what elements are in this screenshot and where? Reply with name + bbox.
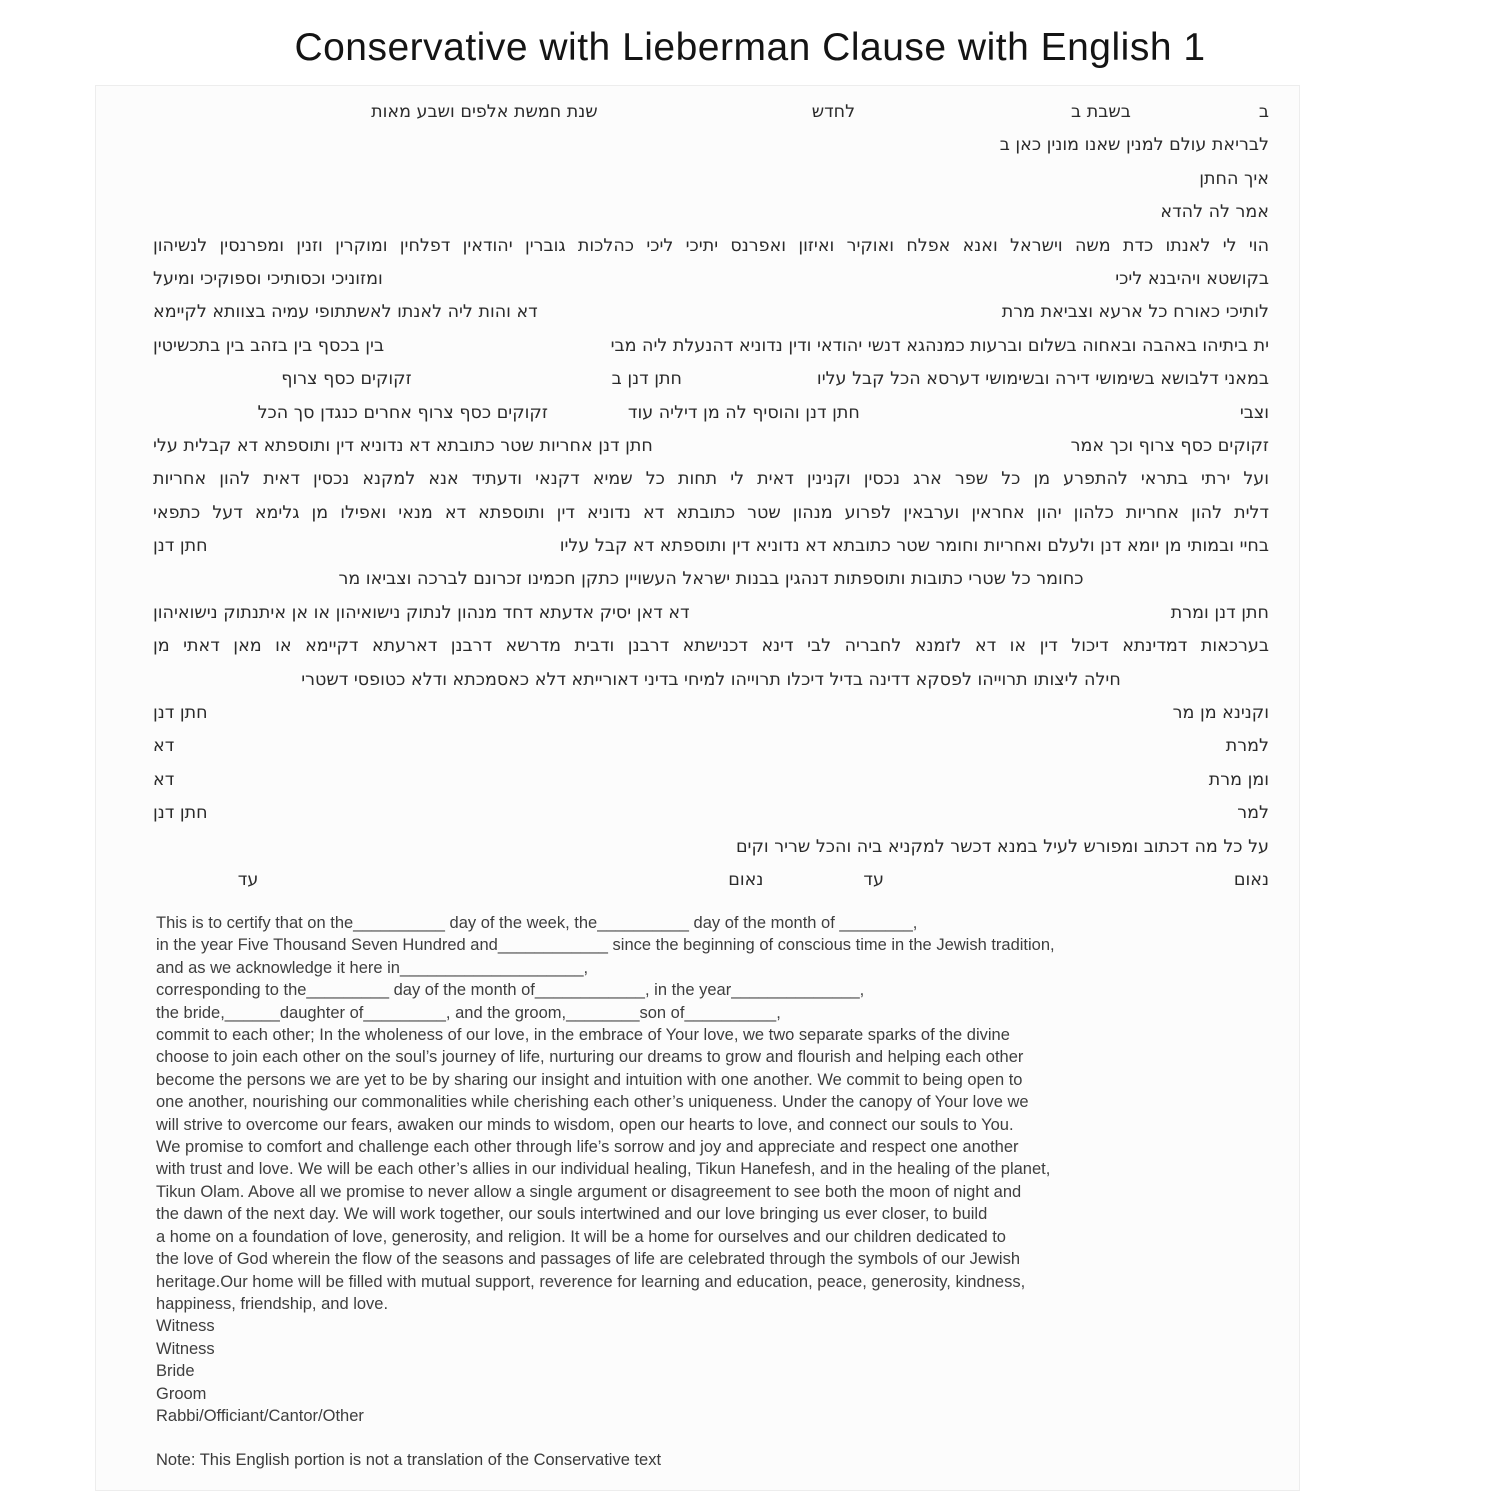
hebrew-line — [153, 730, 1269, 763]
hebrew-text-segment: כחומר כל שטרי כתובות ותוספתות דנהגין בבנות ישראל העשויין כתקן חכמינו זכרונם לברכה וצביאו מר — [338, 569, 1084, 590]
hebrew-text-segment: חתן דנן — [153, 536, 208, 557]
hebrew-text-segment: דא והות ליה לאנתו לאשתתופי עמיה בצוותא לקיימא — [153, 302, 538, 323]
fill-in-blank — [763, 884, 863, 885]
english-line: the love of God wherein the flow of the seasons and passages of life are celebrated through the symbols of our Jewish — [156, 1250, 1021, 1269]
hebrew-text-segment: על כל מה דכתוב ומפורש לעיל במנא דכשר למקניא ביה והכל שריר וקים — [735, 836, 1269, 857]
fill-in-blank — [174, 750, 1226, 751]
hebrew-line — [153, 864, 1269, 897]
hebrew-text-segment: נאום — [1233, 869, 1269, 890]
page-title: Conservative with Lieberman Clause with English 1 — [294, 26, 1206, 69]
english-line: the bride,______daughter of_________, and the groom,________son of__________, — [156, 1003, 781, 1022]
hebrew-line — [153, 463, 1269, 496]
hebrew-line — [153, 764, 1269, 797]
hebrew-text-segment: בשבת ב — [1071, 102, 1131, 122]
signature-label-line: Bride — [156, 1362, 195, 1381]
english-line: choose to join each other on the soul’s journey of life, nurturing our dreams to grow and flourish and helping each other — [156, 1048, 1024, 1067]
english-line: with trust and love. We will be each other’s allies in our individual healing, Tikun Hanefesh, and in the healing of the planet, — [156, 1160, 1051, 1179]
hebrew-text-segment: חתן דנן — [153, 803, 208, 824]
english-lines — [156, 912, 1279, 1427]
hebrew-text-segment: למרת — [1225, 736, 1269, 757]
hebrew-text-segment: במאני דלבושא בשימושי דירה ובשימושי דערסא הכל קבל עליו — [816, 369, 1269, 390]
fill-in-blank — [383, 283, 1115, 284]
hebrew-line — [153, 263, 1269, 296]
hebrew-text-segment: שנת חמשת אלפים ושבע מאות — [371, 102, 598, 122]
hebrew-text-segment: לבריאת עולם למנין שאנו מונין כאן ב — [999, 135, 1269, 156]
hebrew-line — [153, 430, 1269, 463]
hebrew-line — [153, 831, 1269, 864]
hebrew-text-segment: למר — [1237, 803, 1269, 824]
hebrew-line — [153, 363, 1269, 396]
fill-in-blank — [174, 784, 1208, 785]
hebrew-text-segment: דלית להון אחריות כלהון יהון אחראין וערבאין לפרוע מנהון שטר כתובתא דא נדוניא דין ותוספתא דא מנאי ואפילו מן גלימא דעל כתפאי — [153, 502, 1269, 523]
hebrew-text-segment: זקוקים כסף צרוף — [281, 369, 412, 390]
fill-in-blank — [548, 417, 628, 418]
hebrew-line — [153, 497, 1269, 530]
hebrew-text-segment: זקוקים כסף צרוף אחרים כנגדן סך הכל — [257, 402, 548, 423]
fill-in-blank — [208, 817, 1238, 818]
hebrew-line — [153, 797, 1269, 830]
hebrew-text-segment: ועל ירתי בתראי להתפרע מן כל שפר ארג נכסין וקנינין דאית לי תחות כל שמיא דקנאי ודעתיד אנא למקנא נכסין דאית להון אחריות — [153, 469, 1269, 490]
fill-in-blank — [855, 116, 1071, 117]
hebrew-text-segment: בין בכסף בין בזהב בין בתכשיטין — [153, 335, 385, 356]
english-line: Tikun Olam. Above all we promise to never allow a single argument or disagreement to see both the moon of night and — [156, 1182, 1022, 1201]
hebrew-line — [153, 597, 1269, 630]
english-line: will strive to overcome our fears, awaken our minds to wisdom, open our hearts to love, and connect our souls to You. — [156, 1115, 1014, 1134]
hebrew-text-segment: חתן דנן ב — [611, 369, 682, 390]
english-line: corresponding to the_________ day of the month of____________, in the year______________, — [156, 981, 865, 1000]
english-line: heritage.Our home will be filled with mutual support, reverence for learning and education, peace, generosity, kindness, — [156, 1272, 1026, 1291]
hebrew-text-segment: בחיי ובמותי מן יומא דנן ולעלם ואחריות וחומר שטר כתובתא דא נדוניא דין ותוספתא דא קבל עליו — [559, 536, 1269, 557]
signature-label-line: Witness — [156, 1339, 215, 1358]
hebrew-text-segment: איך החתן — [1199, 168, 1269, 189]
hebrew-text-segment: נאום — [728, 869, 764, 890]
hebrew-text-segment: בקושטא ויהיבנא ליכי — [1115, 268, 1269, 289]
fill-in-blank — [884, 884, 1234, 885]
hebrew-text-segment: אמר לה להדא — [1160, 202, 1269, 223]
hebrew-text-segment: ית ביתיהו באהבה ובאחוה בשלום וברעות כמנהגא דנשי יהודאי ודין נדוניא דהנעלת ליה מבי — [610, 335, 1269, 356]
hebrew-line — [153, 664, 1269, 697]
fill-in-blank — [690, 617, 1171, 618]
fill-in-blank — [1131, 116, 1259, 117]
hebrew-text-segment: דא — [153, 769, 175, 790]
hebrew-line — [153, 196, 1269, 229]
hebrew-text-segment: וצבי — [1239, 402, 1269, 423]
signature-label-line: Rabbi/Officiant/Cantor/Other — [156, 1406, 364, 1425]
fill-in-blank — [412, 383, 612, 384]
english-line: in the year Five Thousand Seven Hundred and____________ since the beginning of conscious time in the Jewish tradition, — [156, 936, 1055, 955]
english-line: and as we acknowledge it here in____________________, — [156, 958, 589, 977]
hebrew-text-segment: בערכאות דמדינתא דיכול דין או דא לזמנא לחבריה לבי דינא דכנישתא דרבנן ודבית מדרשא דרבנן דארעתא דקיימא או מאן דאתי מן — [153, 636, 1269, 657]
hebrew-text-segment: ב — [1258, 102, 1269, 122]
hebrew-text-segment: חתן דנן אחריות שטר כתובתא דא נדוניא דין ותוספתא דא קבלית עלי — [153, 435, 653, 456]
hebrew-text-segment: לחדש — [811, 102, 856, 122]
hebrew-line — [153, 129, 1269, 162]
english-line: a home on a foundation of love, generosity, and religion. It will be a home for ourselves and our children dedicated to — [156, 1227, 1006, 1246]
hebrew-line — [153, 697, 1269, 730]
hebrew-text-segment: עד — [863, 869, 884, 890]
english-line: This is to certify that on the__________ day of the week, the__________ day of the month of ________, — [156, 914, 918, 932]
hebrew-line — [153, 163, 1269, 196]
english-line: become the persons we are yet to be by sharing our insight and intuition with one another. We commit to being open to — [156, 1070, 1023, 1089]
hebrew-text-segment: חתן דנן — [153, 703, 208, 724]
hebrew-text-segment: חתן דנן והוסיף לה מן דיליה עוד — [627, 402, 860, 423]
translation-note: Note: This English portion is not a translation of the Conservative text — [156, 1451, 662, 1470]
hebrew-line — [153, 330, 1269, 363]
english-line: commit to each other; In the wholeness of our love, in the embrace of Your love, we two separate sparks of the divine — [156, 1026, 1010, 1045]
fill-in-blank — [538, 316, 1002, 317]
hebrew-text-segment: עד — [237, 869, 259, 890]
hebrew-text-segment: וקנינא מן מר — [1172, 703, 1269, 724]
hebrew-text-segment: דא — [153, 736, 175, 757]
signature-label-line: Witness — [156, 1317, 215, 1336]
fill-in-blank — [384, 350, 611, 351]
english-text-block — [156, 912, 1279, 1472]
english-line: We promise to comfort and challenge each other through life’s sorrow and joy and appreciate and respect one another — [156, 1138, 1019, 1157]
hebrew-line — [153, 96, 1269, 129]
hebrew-text-segment: ומזוניכי וכסותיכי וספוקיכי ומיעל — [153, 268, 383, 289]
hebrew-text-segment: ומן מרת — [1208, 769, 1269, 790]
english-line: one another, nourishing our commonalities while cherishing each other’s uniqueness. Under the canopy of Your love we — [156, 1093, 1029, 1112]
fill-in-blank — [258, 884, 728, 885]
hebrew-line — [153, 563, 1269, 596]
hebrew-text-segment: חילה ליצותו תרוייהו לפסקא דדינה בדיל דיכלו תרוייהו למיחי בדיני דאורייתא דלא כאסמכתא ודלא כטופסי דשטרי — [301, 669, 1121, 690]
hebrew-line — [153, 397, 1269, 430]
fill-in-blank — [598, 116, 812, 117]
fill-in-blank — [208, 550, 560, 551]
hebrew-text-segment: לותיכי כאורח כל ארעא וצביאת מרת — [1001, 302, 1269, 323]
hebrew-line — [153, 530, 1269, 563]
english-line: the dawn of the next day. We will work together, our souls intertwined and our love bringing us ever closer, to build — [156, 1205, 988, 1224]
fill-in-blank — [208, 717, 1173, 718]
hebrew-line — [153, 630, 1269, 663]
hebrew-text-segment: דא דאן יסיק אדעתא דחד מנהון לנתוק נישואיהון או אן איתנתוק נישואיהון — [153, 602, 690, 623]
fill-in-blank — [860, 417, 1240, 418]
fill-in-blank — [682, 383, 817, 384]
hebrew-line — [153, 230, 1269, 263]
hebrew-line — [153, 296, 1269, 329]
english-line: happiness, friendship, and love. — [156, 1294, 389, 1313]
hebrew-text-segment: זקוקים כסף צרוף וכך אמר — [1070, 435, 1269, 456]
fill-in-blank — [653, 450, 1071, 451]
ketubah-panel — [95, 85, 1300, 1491]
hebrew-text-segment: הוי לי לאנתו כדת משה וישראל ואנא אפלח ואוקיר ואיזון ואפרנס יתיכי ליכי כהלכות גוברין יהודאין דפלחין ומוקרין וזנין ומפרנסין לנשיהון — [153, 235, 1269, 256]
hebrew-text-segment: חתן דנן ומרת — [1170, 602, 1269, 623]
hebrew-text-block — [153, 96, 1269, 897]
signature-label-line: Groom — [156, 1384, 207, 1403]
